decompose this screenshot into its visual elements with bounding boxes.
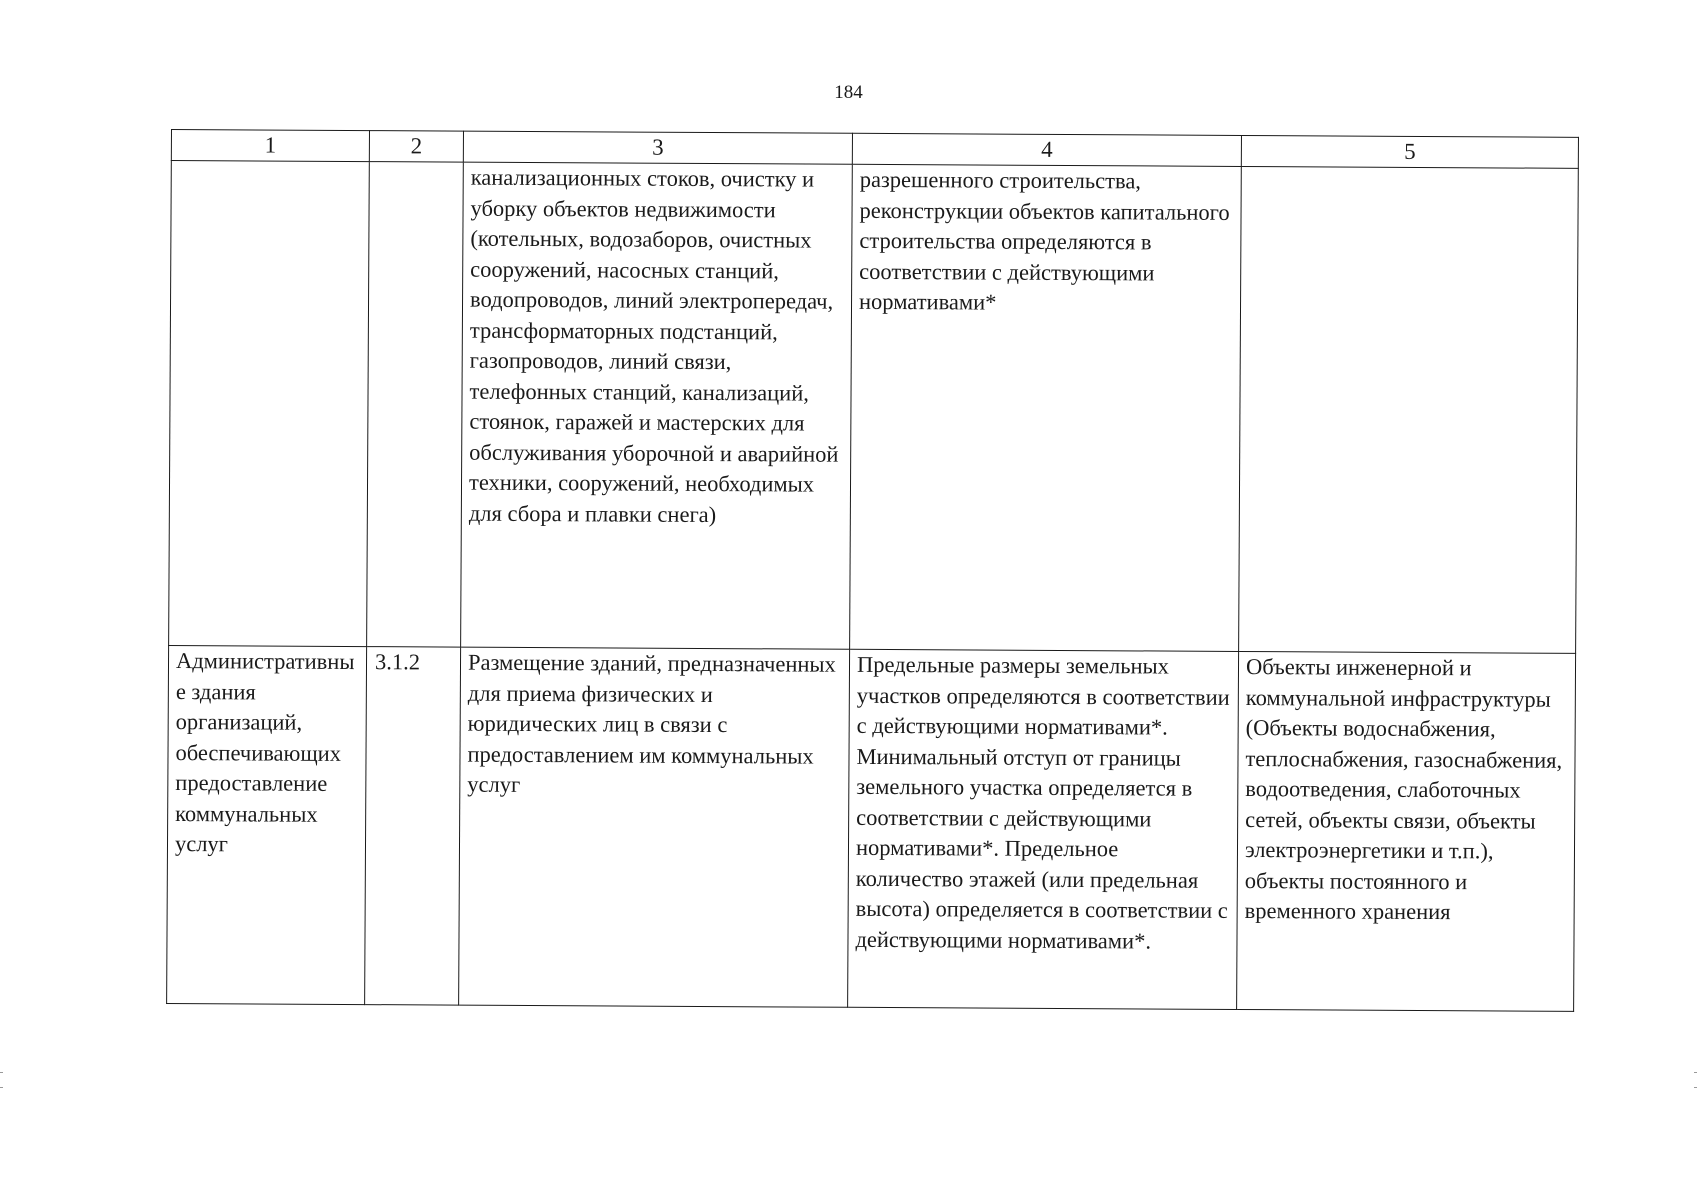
cell-code: 3.1.2: [365, 647, 461, 1006]
page-number: 184: [834, 82, 863, 103]
cell-description: канализационных стоков, очистку и уборку объектов недвижимости (котельных, водозаборов, очистных сооружений, насосных станций, водопроводов, линий электропередач, трансформаторных подстанций, газопроводов, линий связи, телефонных станций, канализаций, стоянок, гаражей и мастерских для обслуживания уборочной и аварийной техники, сооружений, необходимых для сбора и плавки снега): [461, 162, 853, 649]
cell-parameters: разрешенного строительства, реконструкции объектов капитального строительства определяются в соответствии с действующими нормативами*: [850, 164, 1242, 651]
column-header-3: 3: [463, 131, 852, 164]
cell-code: [367, 162, 464, 648]
document-table: [166, 129, 1579, 1012]
table-row: [167, 645, 1576, 1011]
scan-edge-mark-left: [0, 1072, 3, 1088]
cell-parameters: Предельные размеры земельных участков определяются в соответствии с действующими нормативами*. Минимальный отступ от границы земельного участка определяется в соответствии с действующими нормативами*. Предельное количество этажей (или предельная высота) определяется в соответствии с действующими нормативами*.: [848, 649, 1239, 1009]
cell-auxiliary-uses: Объекты инженерной и коммунальной инфраструктуры (Объекты водоснабжения, теплоснабжения, газоснабжения, водоотведения, слаботочных сетей, объекты связи, объекты электроэнергетики и т.п.), объекты постоянного и временного хранения: [1237, 651, 1576, 1011]
column-header-4: 4: [852, 133, 1241, 166]
column-header-5: 5: [1241, 135, 1578, 168]
cell-auxiliary-uses: [1239, 166, 1579, 653]
table-row: [169, 161, 1579, 654]
cell-use-name: [169, 161, 370, 647]
column-header-2: 2: [369, 131, 463, 163]
column-header-1: 1: [171, 130, 369, 162]
cell-description: Размещение зданий, предназначенных для приема физических и юридических лиц в связи с предоставлением им коммунальных услуг: [459, 647, 850, 1007]
cell-use-name: Административные здания организаций, обеспечивающих предоставление коммунальных услуг: [167, 645, 367, 1004]
